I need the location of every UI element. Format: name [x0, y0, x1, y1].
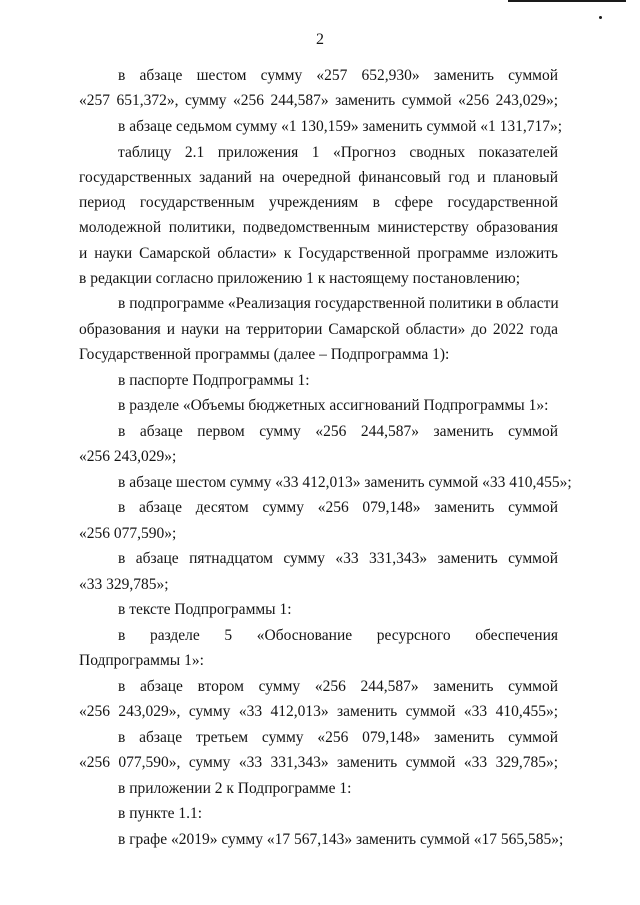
- text-line: в приложении 2 к Подпрограмме 1:: [118, 780, 352, 797]
- text-line: таблицу 2.1 приложения 1 «Прогноз сводных показателей: [118, 144, 558, 161]
- text-line: молодежной политики, подведомственным министерству образования: [79, 219, 558, 236]
- scan-edge-mark: [508, 0, 626, 2]
- text-line: в абзаце седьмом сумму «1 130,159» заменить суммой «1 131,717»;: [118, 118, 563, 135]
- text-line: Государственной программы (далее – Подпрограмма 1):: [79, 346, 450, 363]
- text-line: в паспорте Подпрограммы 1:: [118, 372, 310, 389]
- text-line: в разделе 5 «Обоснование ресурсного обеспечения: [118, 627, 558, 644]
- text-line: в абзаце шестом сумму «33 412,013» заменить суммой «33 410,455»;: [118, 474, 572, 491]
- text-line: период государственным учреждениям в сфере государственной: [79, 194, 558, 211]
- text-line: образования и науки на территории Самарской области» до 2022 года: [79, 321, 558, 338]
- page-number: 2: [316, 31, 324, 48]
- text-line: Подпрограммы 1»:: [79, 652, 204, 669]
- text-line: «257 651,372», сумму «256 244,587» заменить суммой «256 243,029»;: [79, 92, 558, 109]
- text-line: «256 243,029», сумму «33 412,013» заменить суммой «33 410,455»;: [79, 703, 558, 720]
- text-line: в пункте 1.1:: [118, 805, 203, 822]
- text-line: в графе «2019» сумму «17 567,143» заменить суммой «17 565,585»;: [118, 831, 564, 848]
- text-line: в абзаце втором сумму «256 244,587» заменить суммой: [118, 678, 558, 695]
- text-line: в абзаце первом сумму «256 244,587» заменить суммой: [118, 423, 558, 440]
- text-line: в абзаце десятом сумму «256 079,148» заменить суммой: [118, 499, 558, 516]
- text-line: в редакции согласно приложению 1 к настоящему постановлению;: [79, 270, 521, 287]
- text-line: в абзаце пятнадцатом сумму «33 331,343» заменить суммой: [118, 550, 558, 567]
- text-line: в тексте Подпрограммы 1:: [118, 601, 292, 618]
- text-line: государственных заданий на очередной финансовый год и плановый: [79, 169, 558, 186]
- text-line: в подпрограмме «Реализация государственной политики в области: [118, 295, 559, 312]
- text-line: «256 243,029»;: [79, 448, 177, 465]
- text-line: «256 077,590», сумму «33 331,343» заменить суммой «33 329,785»;: [79, 754, 558, 771]
- text-line: в разделе «Объемы бюджетных ассигнований Подпрограммы 1»:: [118, 397, 549, 414]
- text-line: «33 329,785»;: [79, 576, 169, 593]
- text-line: и науки Самарской области» к Государственной программе изложить: [79, 245, 558, 262]
- text-line: в абзаце третьем сумму «256 079,148» заменить суммой: [118, 729, 558, 746]
- scan-dot-mark: [599, 16, 602, 19]
- text-line: в абзаце шестом сумму «257 652,930» заменить суммой: [118, 67, 558, 84]
- text-line: «256 077,590»;: [79, 525, 177, 542]
